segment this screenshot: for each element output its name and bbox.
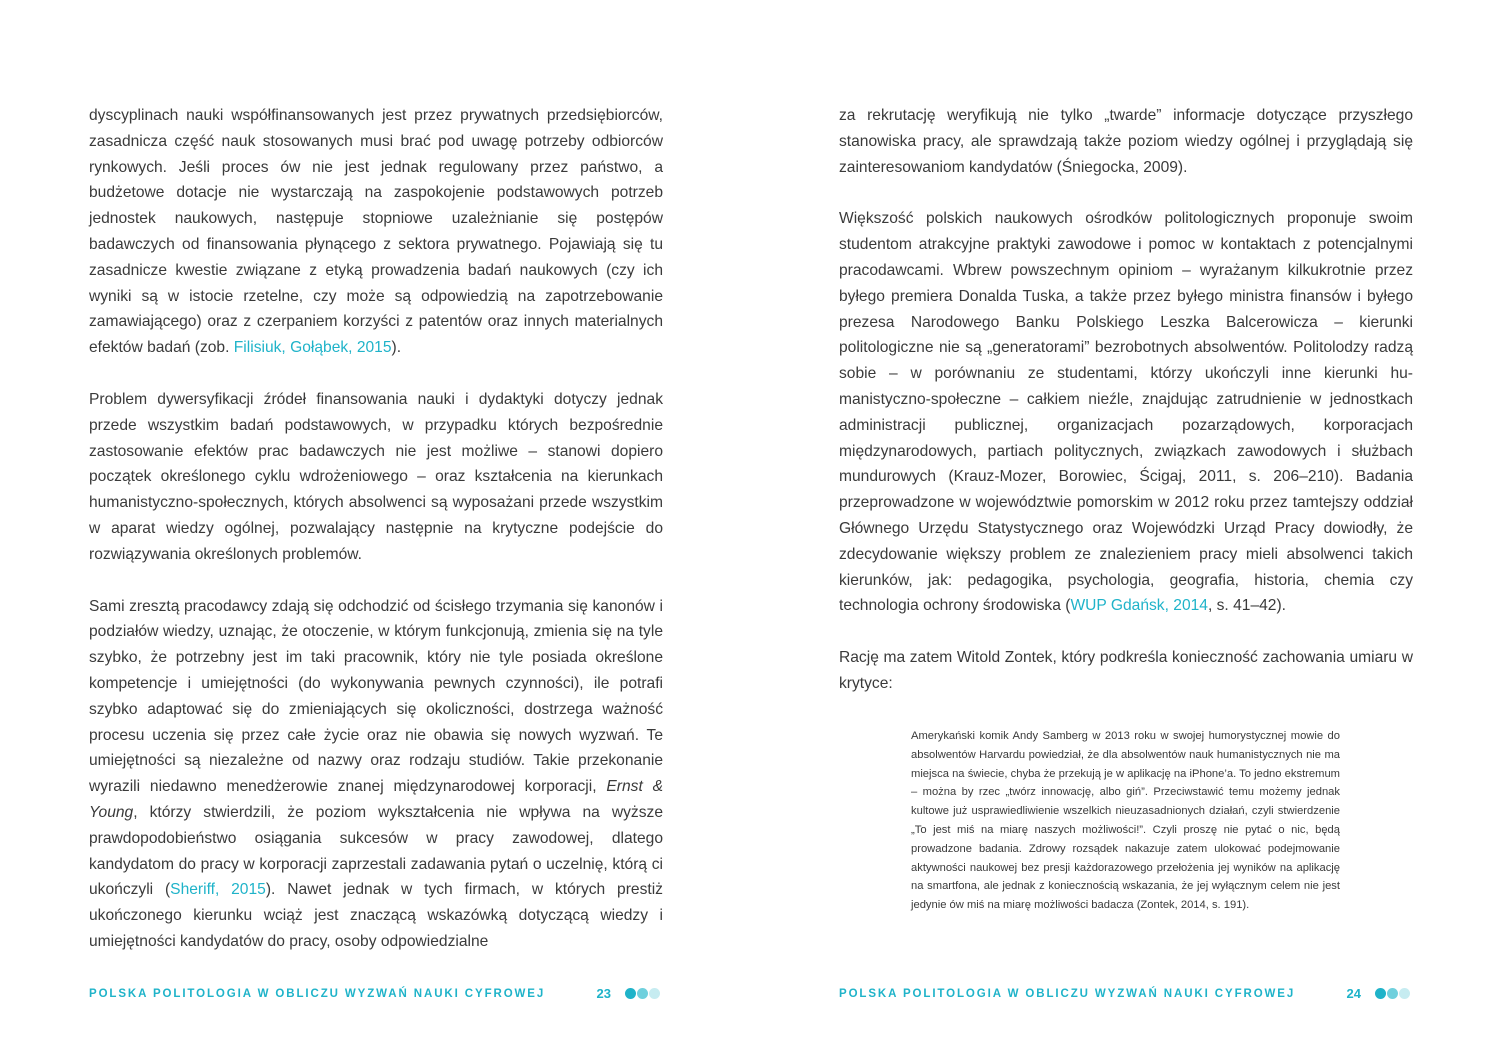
dot-icon xyxy=(1387,988,1398,999)
paragraph xyxy=(839,206,1413,619)
paragraph-text: ). Nawet jednak w tych firmach, w których prestiż ukończonego kierunku wciąż jest znaczącą wskazówką dotyczącą wiedzy i umiejętności kandydatów do pracy, osoby odpowiedzialne xyxy=(89,881,663,950)
dot-icon xyxy=(637,988,648,999)
paragraph-text: ). xyxy=(391,339,402,357)
dot-icon xyxy=(625,988,636,999)
page-footer xyxy=(839,985,1413,1003)
paragraph-text: Sami zresztą pracodawcy zdają się odchodzić od ścisłego trzymania się kanonów i podziałów wiedzy, uznając, że otoczenie, w którym funkcjonują, zmienia się na tyle szybko, że potrzebny jest im taki pracownik, który nie tyle posiada określone kompetencje i umiejętności (do wykonywania pewnych czynności), ile potrafi szybko adaptować się do zmieniających się okoliczności, dostrzega ważność procesu uczenia się przez całe życie oraz nie obawia się nowych wyzwań. Te umiejętności są niezależne od nazwy oraz rodzaju studiów. Takie przekonanie wyrazili niedawno menedżerowie znanej międzynarodowej korporacji, xyxy=(89,597,663,796)
company-name: Ernst & Young xyxy=(89,778,663,821)
paragraph-text: , którzy stwierdzili, że poziom wykształcenia nie wpływa na wyższe prawdopodobieństwo osiągania sukcesów w pracy zawodowej, dlatego kandydatom do pracy w korporacji zaprzestali zadawania pytań o uczelnię, którą ci ukończyli ( xyxy=(89,803,663,899)
paragraph: Problem dywersyfikacji źródeł finansowania nauki i dydaktyki dotyczy jednak przede wszystkim badań podstawowych, w przypadku których bezpośrednie zastosowanie efektów prac badawczych nie jest możliwe – stanowi dopiero początek określonego cyklu wdrożeniowego – oraz kształcenia na kierunkach humanistyczno-społecznych, których absolwenci są wyposażani przede wszystkim w aparat wiedzy ogólnej, pozwalający następnie na krytyczne podejście do rozwiązywania określonych problemów. xyxy=(89,390,663,563)
paragraph: Rację ma zatem Witold Zontek, który podkreśla konieczność zachowania umiaru w krytyce: xyxy=(839,649,1413,692)
page-footer xyxy=(89,985,663,1003)
left-body-text xyxy=(89,103,663,981)
right-body-text xyxy=(839,103,1413,723)
dot-icon xyxy=(1399,988,1410,999)
page-number: 23 xyxy=(596,986,611,1001)
paragraph xyxy=(89,103,663,361)
citation-link[interactable]: Sheriff, 2015 xyxy=(170,881,266,899)
paragraph-text: , s. 41–42). xyxy=(1207,597,1286,615)
running-title: POLSKA POLITOLOGIA W OBLICZU WYZWAŃ NAUKI CYFROWEJ xyxy=(89,988,546,1000)
paragraph xyxy=(89,594,663,955)
block-quote: Amerykański komik Andy Samberg w 2013 roku w swojej humorystycznej mowie do absolwentów Harvardu powiedział, że dla absolwentów nauk humanistycznych nie ma miejsca na świecie, chyba że przekują je w aplikację na iPhone’a. To jedno ekstremum – można by rzec „twórz innowację, albo giń”. Przeciwstawić temu możemy jednak kultowe już usprawiedliwienie wszelkich nieuzasadnionych działań, czyli stwierdzenie „To jest miś na miarę naszych możliwości!”. Czyli proszę nie pytać o nic, będą prowadzone badania. Zdrowy rozsądek nakazuje zatem ulokować podejmowanie aktywności naukowej bez presji każdorazowego przełożenia jej wyników na aplikację na smartfona, ale jednak z koniecznością wskazania, że jej wyłącznym celem nie jest jedynie ów miś na miarę możliwości badacza (Zontek, 2014, s. 191). xyxy=(911,730,1340,912)
paragraph-text: Większość polskich naukowych ośrodków politologicznych proponuje swoim studentom atrakcyjne praktyki zawodowe i pomoc w kontaktach z potencjalnymi pracodawcami. Wbrew powszechnym opiniom – wyrażanym kilkukrotnie przez byłego premiera Donalda Tuska, a także przez byłego ministra finansów i byłego prezesa Narodowego Banku Polskiego Leszka Balcerowicza – kierunki politologiczne nie są „generatorami” bezrobotnych absolwentów. Politolodzy radzą sobie – w porównaniu ze studentami, którzy ukończyli inne kierunki humanistyczno-społeczne – całkiem nieźle, znajdując zatrudnienie w jednostkach administracji publicznej, organizacjach pozarządowych, korporacjach międzynarodowych, partiach politycznych, związkach zawodowych i służbach mundurowych (Krauz-Mozer, Borowiec, Ścigaj, 2011, s. 206–210). Badania przeprowadzone w województwie pomorskim w 2012 roku przez tamtejszy oddział Głównego Urzędu Statystycznego oraz Wojewódzki Urząd Pracy dowiodły, że zdecydowanie większy problem ze znalezieniem pracy mieli absolwenci takich kierunków, jak: pedagogika, psychologia, geografia, historia, chemia czy technologia ochrony środowiska ( xyxy=(839,210,1413,615)
page-number: 24 xyxy=(1346,986,1361,1001)
running-title: POLSKA POLITOLOGIA W OBLICZU WYZWAŃ NAUKI CYFROWEJ xyxy=(839,988,1296,1000)
citation-link[interactable]: WUP Gdańsk, 2014 xyxy=(1070,597,1208,615)
dot-icon xyxy=(1375,988,1386,999)
paragraph: za rekrutację weryfikują nie tylko „twarde” informacje dotyczące przyszłego stanowiska pracy, ale sprawdzają także poziom wiedzy ogólnej i przyglądają się zainteresowaniom kandydatów (Śniegocka, 2009). xyxy=(839,107,1413,176)
dot-icon xyxy=(649,988,660,999)
right-page xyxy=(750,0,1500,1061)
citation-link[interactable]: Filisiuk, Gołąbek, 2015 xyxy=(233,339,392,357)
paragraph-text: dyscyplinach nauki współfinansowanych jest przez prywatnych przedsiębiorców, zasadnicza część nauk stosowanych musi brać pod uwagę potrzeby odbiorców rynkowych. Jeśli proces ów nie jest jednak regulowany przez państwo, a budżetowe dotacje nie wystarczają na zaspokojenie podstawowych potrzeb jednostek naukowych, następuje stopniowe uzależnianie się postępów badawczych od finansowania płynącego z sektora prywatnego. Pojawiają się tu zasadnicze kwestie związane z etyką prowadzenia badań naukowych (czy ich wyniki są w istocie rzetelne, czy może są odpowiedzią na zapotrzebowanie zamawiającego) oraz z czerpaniem korzyści z patentów oraz innych materialnych efektów badań (zob. xyxy=(89,107,663,357)
